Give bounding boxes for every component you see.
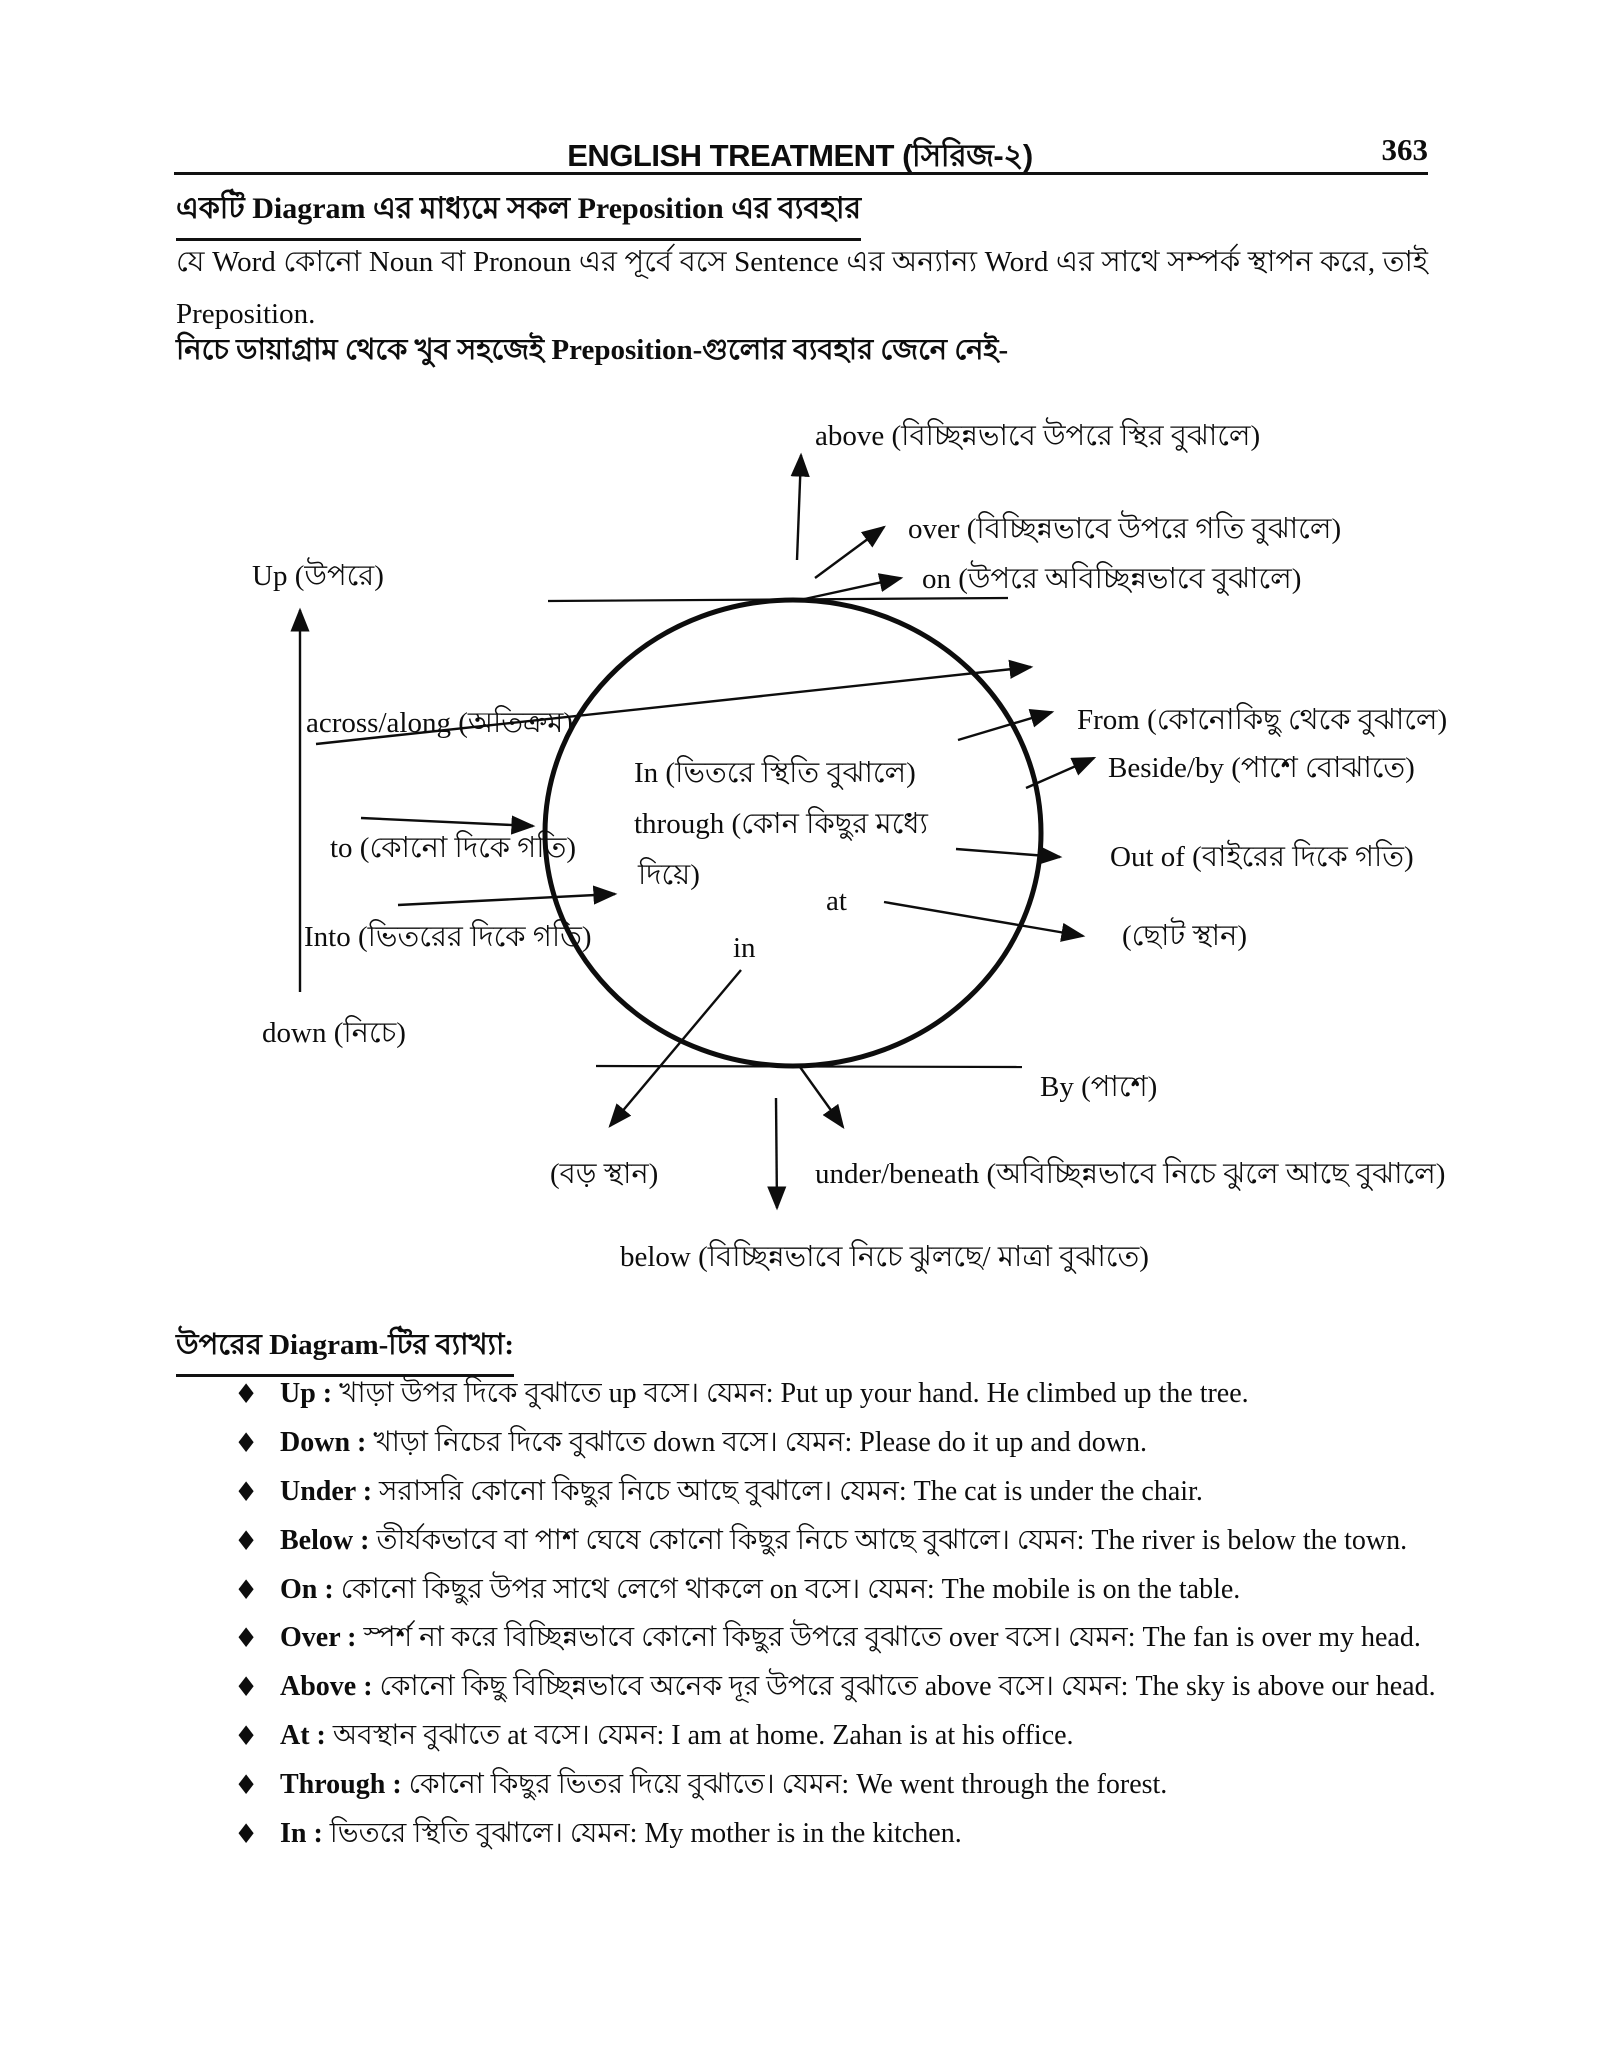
arrow-at-small-place bbox=[884, 902, 1083, 936]
header-rule bbox=[174, 172, 1428, 175]
label-at: at bbox=[826, 885, 847, 917]
list-item bbox=[176, 1425, 1446, 1474]
diamond-bullet-icon: ♦ bbox=[234, 1476, 259, 1508]
item-term: In : bbox=[280, 1818, 323, 1850]
intro-paragraph bbox=[176, 236, 1428, 340]
label-above: above (বিচ্ছিন্নভাবে উপরে স্থির বুঝালে) bbox=[815, 420, 1261, 452]
item-desc: স্পর্শ না করে বিচ্ছিন্নভাবে কোনো কিছুর উপরে বুঝাতে over বসে। যেমন: The fan is over my head. bbox=[363, 1622, 1421, 1654]
item-term: Up : bbox=[280, 1378, 333, 1409]
label-through-line1: through (কোন কিছুর মধ্যে bbox=[634, 808, 928, 840]
label-by: By (পাশে) bbox=[1040, 1071, 1158, 1103]
item-term: Over : bbox=[280, 1622, 357, 1654]
label-big-place: (বড় স্থান) bbox=[550, 1158, 659, 1190]
section-title: একটি Diagram এর মাধ্যমে সকল Preposition এর ব্যবহার bbox=[176, 184, 861, 241]
label-over: over (বিচ্ছিন্নভাবে উপরে গতি বুঝালে) bbox=[908, 513, 1342, 545]
label-up: Up (উপরে) bbox=[252, 560, 384, 592]
item-desc: তীর্যকভাবে বা পাশ ঘেষে কোনো কিছুর নিচে আছে বুঝালে। যেমন: The river is below the town. bbox=[376, 1524, 1408, 1556]
item-desc: অবস্থান বুঝাতে at বসে। যেমন: I am at home. Zahan is at his office. bbox=[332, 1720, 1074, 1752]
label-into: Into (ভিতরের দিকে গতি) bbox=[304, 921, 592, 953]
item-desc: খাড়া উপর দিকে বুঝাতে up বসে। যেমন: Put up your hand. He climbed up the tree. bbox=[339, 1378, 1249, 1409]
diamond-bullet-icon: ♦ bbox=[234, 1721, 259, 1753]
item-term: On : bbox=[280, 1573, 334, 1605]
arrow-on bbox=[800, 578, 901, 600]
list-item bbox=[176, 1572, 1446, 1621]
intro-paragraph-line2: Preposition. bbox=[176, 298, 316, 330]
arrow-beside-by bbox=[1026, 758, 1094, 788]
list-item bbox=[176, 1816, 1446, 1865]
arrow-into bbox=[398, 894, 615, 905]
item-desc: কোনো কিছুর উপর সাথে লেগে থাকলে on বসে। যেমন: The mobile is on the table. bbox=[340, 1573, 1241, 1605]
list-item bbox=[176, 1523, 1446, 1572]
explanation-list bbox=[176, 1376, 1446, 1865]
top-tangent-line bbox=[548, 598, 1008, 601]
label-below: below (বিচ্ছিন্নভাবে নিচে ঝুলছে/ মাত্রা বুঝাতে) bbox=[620, 1241, 1149, 1273]
label-across-along: across/along (অতিক্রম) bbox=[306, 707, 574, 739]
label-under-beneath: under/beneath (অবিচ্ছিন্নভাবে নিচে ঝুলে আছে বুঝালে) bbox=[815, 1158, 1446, 1190]
label-small-place: (ছোট স্থান) bbox=[1122, 920, 1248, 952]
item-desc: কোনো কিছু বিচ্ছিন্নভাবে অনেক দূর উপরে বুঝাতে above বসে। যেমন: The sky is above our head. bbox=[379, 1671, 1436, 1703]
diamond-bullet-icon: ♦ bbox=[234, 1574, 259, 1606]
list-item bbox=[176, 1669, 1446, 1718]
diamond-bullet-icon: ♦ bbox=[234, 1427, 259, 1459]
page-number: 363 bbox=[1381, 132, 1428, 167]
diamond-bullet-icon: ♦ bbox=[234, 1770, 259, 1802]
label-beside-by: Beside/by (পাশে বোঝাতে) bbox=[1108, 752, 1415, 784]
label-to: to (কোনো দিকে গতি) bbox=[330, 832, 576, 864]
arrow-above bbox=[797, 455, 801, 560]
list-item bbox=[176, 1767, 1446, 1816]
item-term: Above : bbox=[280, 1671, 373, 1703]
intro-paragraph-line1: যে Word কোনো Noun বা Pronoun এর পূর্বে বসে Sentence এর অন্যান্য Word এর সাথে সম্পর্ক স্থাপন করে, তাই bbox=[176, 246, 1428, 278]
list-item bbox=[176, 1474, 1446, 1523]
lead-in-line: নিচে ডায়াগ্রাম থেকে খুব সহজেই Preposition-গুলোর ব্যবহার জেনে নেই- bbox=[176, 334, 1009, 366]
diamond-bullet-icon: ♦ bbox=[234, 1379, 259, 1410]
label-on: on (উপরে অবিচ্ছিন্নভাবে বুঝালে) bbox=[922, 563, 1302, 595]
explanation-heading: উপরের Diagram-টির ব্যাখ্যা: bbox=[176, 1322, 514, 1377]
page-header-title: ENGLISH TREATMENT (সিরিজ-২) bbox=[567, 138, 1033, 173]
item-term: Down : bbox=[280, 1426, 367, 1458]
item-desc: খাড়া নিচের দিকে বুঝাতে down বসে। যেমন: Please do it up and down. bbox=[373, 1426, 1147, 1458]
arrow-under-beneath bbox=[800, 1067, 843, 1127]
list-item bbox=[176, 1620, 1446, 1669]
list-item bbox=[176, 1718, 1446, 1767]
label-through-line2: দিয়ে) bbox=[638, 859, 700, 891]
item-term: Through : bbox=[280, 1769, 402, 1801]
list-item bbox=[176, 1376, 1446, 1425]
arrow-in-big-place bbox=[610, 970, 741, 1126]
arrow-below bbox=[776, 1098, 777, 1208]
arrow-over bbox=[815, 527, 884, 578]
label-out-of: Out of (বাইরের দিকে গতি) bbox=[1110, 841, 1414, 873]
preposition-diagram bbox=[0, 400, 1600, 1300]
item-desc: কোনো কিছুর ভিতর দিয়ে বুঝাতে। যেমন: We went through the forest. bbox=[408, 1769, 1168, 1801]
diamond-bullet-icon: ♦ bbox=[234, 1819, 259, 1851]
item-term: At : bbox=[280, 1720, 326, 1752]
item-term: Under : bbox=[280, 1475, 373, 1507]
label-down: down (নিচে) bbox=[262, 1017, 406, 1049]
item-desc: ভিতরে স্থিতি বুঝালে। যেমন: My mother is in the kitchen. bbox=[329, 1818, 962, 1850]
diamond-bullet-icon: ♦ bbox=[234, 1525, 259, 1557]
item-term: Below : bbox=[280, 1524, 370, 1556]
item-desc: সরাসরি কোনো কিছুর নিচে আছে বুঝালে। যেমন: The cat is under the chair. bbox=[379, 1475, 1203, 1507]
label-in-full: In (ভিতরে স্থিতি বুঝালে) bbox=[634, 757, 916, 789]
label-from: From (কোনোকিছু থেকে বুঝালে) bbox=[1077, 704, 1448, 736]
diamond-bullet-icon: ♦ bbox=[234, 1623, 259, 1655]
arrow-out-of bbox=[956, 849, 1060, 857]
label-in-short: in bbox=[733, 932, 756, 964]
arrow-to bbox=[361, 818, 533, 826]
diamond-bullet-icon: ♦ bbox=[234, 1672, 259, 1704]
